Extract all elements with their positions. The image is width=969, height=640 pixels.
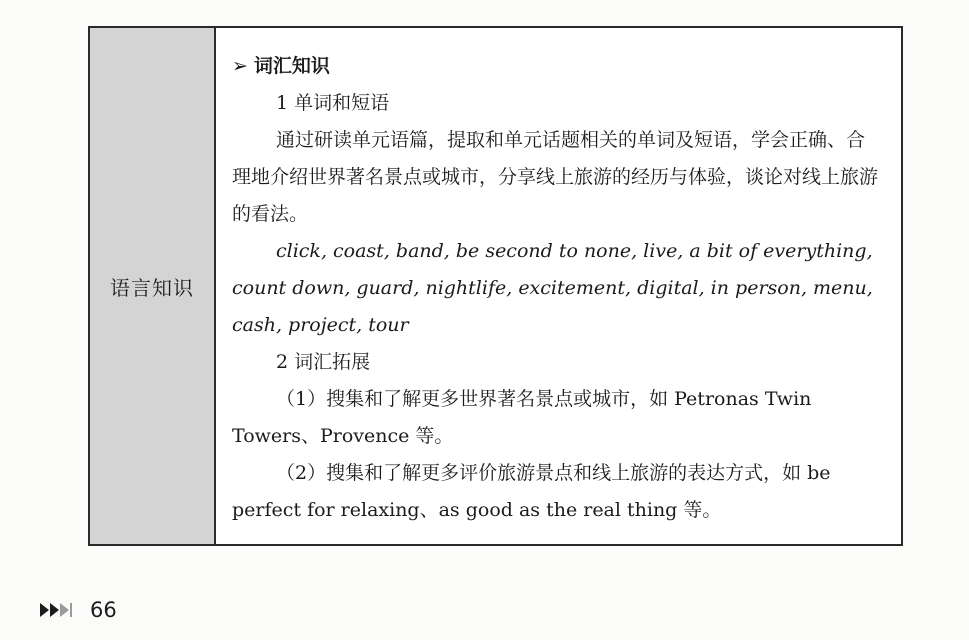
page-number: 66 [90, 598, 117, 622]
section-heading-text: 词汇知识 [253, 55, 330, 77]
subsection1-title: 1 单词和短语 [276, 92, 390, 114]
subsection2-title: 2 词汇拓展 [276, 351, 371, 373]
subsection1-paragraph: 通过研读单元语篇，提取和单元话题相关的单词及短语，学会正确、合理地介绍世界著名景点或城市，分享线上旅游的经历与体验，谈论对线上旅游的看法。 [232, 129, 879, 225]
section-heading [232, 48, 883, 85]
subsection2-item-2: （2）搜集和了解更多评价旅游景点和线上旅游的表达方式，如 be perfect for relaxing、as good as the real thing 等。 [232, 462, 831, 521]
category-cell [90, 28, 216, 544]
category-label: 语言知识 [110, 275, 194, 300]
vocab-list: click, coast, band, be second to none, live, a bit of everything, count down, guard, nightlife, excitement, digital, in person, menu, cash, project, tour [232, 240, 873, 336]
curriculum-table [88, 26, 903, 546]
page-footer [40, 598, 117, 622]
arrow-bullet-icon: ➢ [232, 55, 248, 77]
subsection2-item-1: （1）搜集和了解更多世界著名景点或城市，如 Petronas Twin Towers、Provence 等。 [232, 388, 812, 447]
play-forward-icon [40, 602, 76, 618]
content-cell [216, 28, 901, 544]
